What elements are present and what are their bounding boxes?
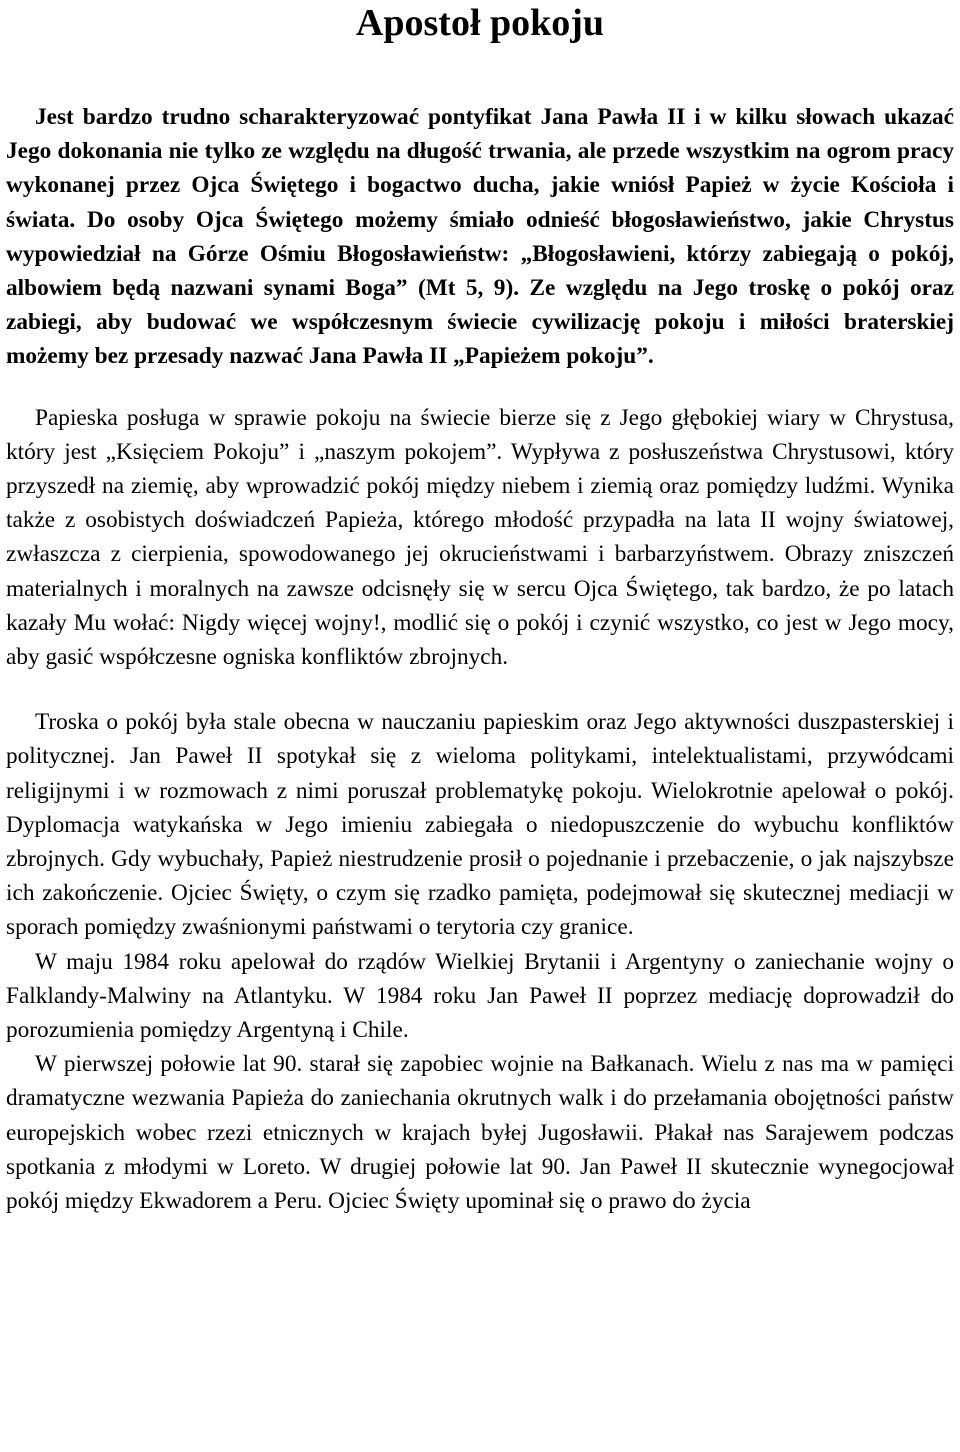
paragraph-falklands: W maju 1984 roku apelował do rządów Wielkiej Brytanii i Argentyny o zaniechanie wojny o Falklandy-Malwiny na Atlantyku. W 1984 roku Jan Paweł II poprzez mediację doprowadził do porozumienia pomiędzy Argentyną i Chile. xyxy=(6,948,954,1044)
paragraph-papal-service: Papieska posługa w sprawie pokoju na świecie bierze się z Jego głębokiej wiary w Chrystusa, który jest „Księciem Pokoju” i „naszym pokojem”. Wypływa z posłuszeństwa Chrystusowi, który przyszedł na ziemię, aby wprowadzić pokój między niebem i ziemią oraz pomiędzy ludźmi. Wynika także z osobistych doświadczeń Papieża, którego młodość przypadła na lata II wojny światowej, zwłaszcza z cierpienia, spowodowanego jej okrucieństwami i barbarzyństwem. Obrazy zniszczeń materialnych i moralnych na zawsze odcisnęły się w sercu Ojca Świętego, tak bardzo, że po latach kazały Mu wołać: Nigdy więcej wojny!, modlić się o pokój i czynić wszystko, co jest w Jego mocy, aby gasić współczesne ogniska konfliktów zbrojnych. xyxy=(6,404,954,671)
paragraph-intro: Jest bardzo trudno scharakteryzować pontyfikat Jana Pawła II i w kilku słowach ukazać Jego dokonania nie tylko ze względu na długość trwania, ale przede wszystkim na ogrom pracy wykonanej przez Ojca Świętego i bogactwo ducha, jakie wniósł Papież w życie Kościoła i świata. Do osoby Ojca Świętego możemy śmiało odnieść błogosławieństwo, jakie Chrystus wypowiedział na Górze Ośmiu Błogosławieństw: „Błogosławieni, którzy zabiegają o pokój, albowiem będą nazwani synami Boga” (Mt 5, 9). Ze względu na Jego troskę o pokój oraz zabiegi, aby budować we współczesnym świecie cywilizację pokoju i miłości braterskiej możemy bez przesady nazwać Jana Pawła II „Papieżem pokoju”. xyxy=(6,104,954,370)
paragraph-peace-teaching: Troska o pokój była stale obecna w nauczaniu papieskim oraz Jego aktywności duszpasterskiej i politycznej. Jan Paweł II spotykał się z wieloma politykami, intelektualistami, przywódcami religijnymi i w rozmowach z nimi poruszał problematykę pokoju. Wielokrotnie apelował o pokój. Dyplomacja watykańska w Jego imieniu zabiegała o niedopuszczenie do wybuchu konfliktów zbrojnych. Gdy wybuchały, Papież niestrudzenie prosił o pojednanie i przebaczenie, o jak najszybsze ich zakończenie. Ojciec Święty, o czym się rzadko pamięta, podejmował się skutecznej mediacji w sporach pomiędzy zwaśnionymi państwami o terytoria czy granice. xyxy=(6,709,954,941)
document-title: Apostoł pokoju xyxy=(355,2,605,44)
paragraph-balkans: W pierwszej połowie lat 90. starał się zapobiec wojnie na Bałkanach. Wielu z nas ma w pamięci dramatyczne wezwania Papieża do zaniechania okrutnych walk i do przełamania obojętności państw europejskich wobec rzezi etnicznych w krajach byłej Jugosławii. Płakał nas Sarajewem podczas spotkania z młodymi w Loreto. W drugiej połowie lat 90. Jan Paweł II skutecznie wynegocjował pokój między Ekwadorem a Peru. Ojciec Święty upominał się o prawo do życia xyxy=(6,1051,954,1215)
